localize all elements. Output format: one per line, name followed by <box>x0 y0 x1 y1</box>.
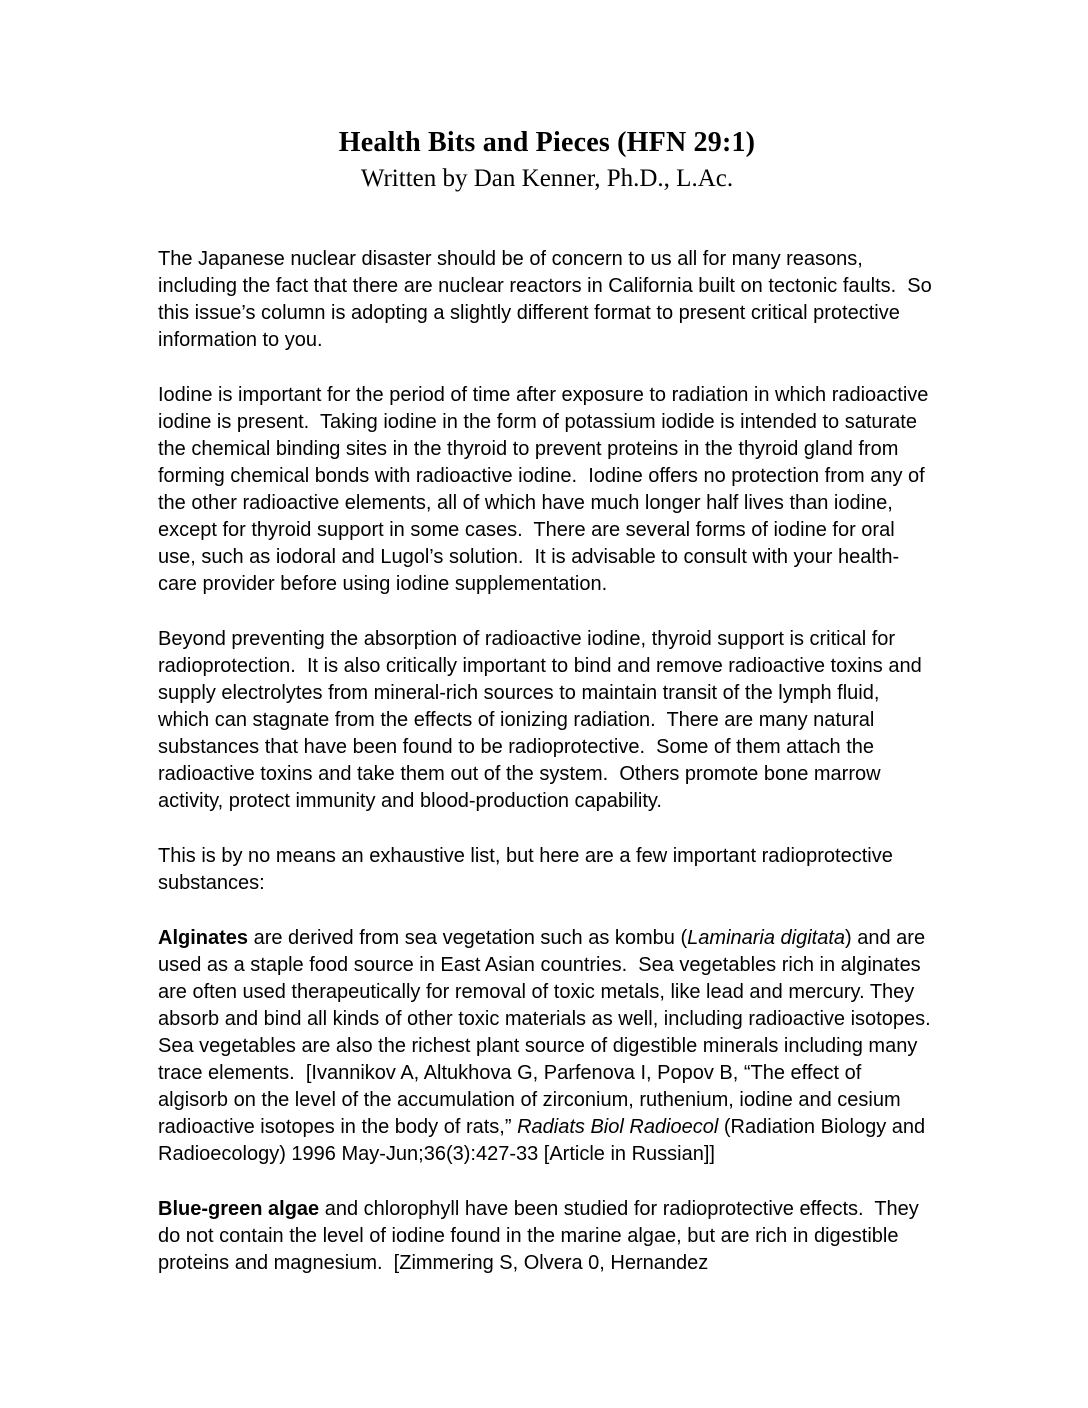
page-title: Health Bits and Pieces (HFN 29:1) <box>338 127 756 158</box>
text-segment: Laminaria digitata <box>687 927 846 949</box>
text-segment: (Radiation Biology and Radioecology) 1996 May-Jun;36(3):427-33 [Article in Russian]] <box>158 1116 931 1165</box>
paragraph <box>158 626 936 815</box>
document-body <box>158 246 942 1277</box>
text-segment: Iodine is important for the period of time after exposure to radiation in which radioactive iodine is present. Taking iodine in the form of potassium iodide is intended to saturate the chemical binding sites in the thyroid to prevent proteins in the thyroid gland from forming chemical bonds with radioactive iodine. Iodine offers no protection from any of the other radioactive elements, all of which have much longer half lives than iodine, except for thyroid support in some cases. There are several forms of iodine for oral use, such as iodoral and Lugol’s solution. It is advisable to consult with your health-care provider before using iodine supplementation. <box>158 384 934 595</box>
text-segment: Beyond preventing the absorption of radioactive iodine, thyroid support is critical for radioprotection. It is also critically important to bind and remove radioactive toxins and supply electrolytes from mineral-rich sources to maintain transit of the lymph fluid, which can stagnate from the effects of ionizing radiation. There are many natural substances that have been found to be radioprotective. Some of them attach the radioactive toxins and take them out of the system. Others promote bone marrow activity, protect immunity and blood-production capability. <box>158 628 928 812</box>
text-segment: and chlorophyll have been studied for radioprotective effects. They do not contain the level of iodine found in the marine algae, but are rich in digestible proteins and magnesium. [Zimmering S, Olvera 0, Hernandez <box>158 1198 925 1274</box>
text-segment: Radiats Biol Radioecol <box>517 1116 719 1138</box>
text-segment: ) and are used as a staple food source in East Asian countries. Sea vegetables rich in alginates are often used therapeutically for removal of toxic metals, like lead and mercury. They absorb and bind all kinds of other toxic materials as well, including radioactive isotopes. Sea vegetables are also the richest plant source of digestible minerals including many trace elements. [Ivannikov A, Altukhova G, Parfenova I, Popov B, “The effect of algisorb on the level of the accumulation of zirconium, ruthenium, iodine and cesium radioactive isotopes in the body of rats,” <box>158 927 942 1138</box>
paragraph <box>158 1196 936 1277</box>
paragraph <box>158 382 936 598</box>
text-segment: are derived from sea vegetation such as kombu ( <box>248 927 688 949</box>
byline: Written by Dan Kenner, Ph.D., L.Ac. <box>360 165 734 192</box>
text-segment: This is by no means an exhaustive list, but here are a few important radioprotective substances: <box>158 845 899 894</box>
paragraph <box>158 246 936 354</box>
paragraph <box>158 925 942 1168</box>
text-segment: Blue-green algae <box>158 1198 320 1220</box>
text-segment: The Japanese nuclear disaster should be of concern to us all for many reasons, including the fact that there are nuclear reactors in California built on tectonic faults. So this issue’s column is adopting a slightly different format to present critical protective information to you. <box>158 248 938 351</box>
text-segment: Alginates <box>158 927 249 949</box>
paragraph <box>158 843 936 897</box>
